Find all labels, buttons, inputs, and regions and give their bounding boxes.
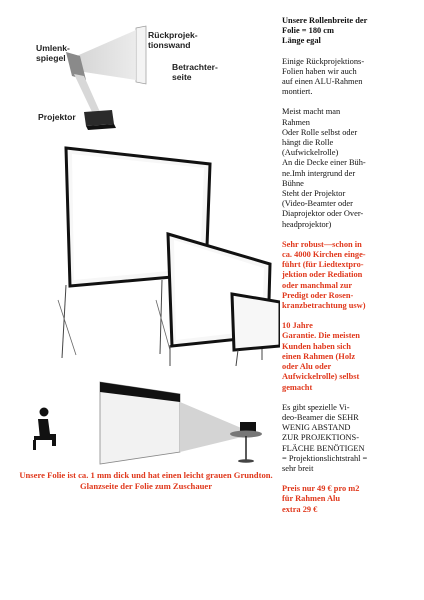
paragraph-robust: Sehr robust—schon in ca. 4000 Kirchen einge- führt (für Liedtextpro- jektion oder Rediation oder manchmal zur Predigt oder Rosen- kranzbetrachtung usw)	[282, 239, 366, 311]
label-projektor: Projektor	[38, 112, 76, 122]
viewer-icon	[33, 408, 56, 451]
paragraph-preis: Preis nur 49 € pro m2 für Rahmen Alu extra 29 €	[282, 484, 360, 514]
projector-body	[84, 110, 114, 126]
framed-screens-image	[0, 140, 280, 370]
label-umlenkspiegel: Umlenk- spiegel	[36, 43, 70, 63]
rear-screen	[136, 26, 146, 84]
info-column	[282, 16, 418, 525]
paragraph-rahmen-rolle: Meist macht man Rahmen Oder Rolle selbst oder hängt die Rolle (Aufwickelrolle) An die Decke einer Büh- ne.Imh intergrund der Bühne Steht der Projektor (Video-Beamter oder Diaprojektor oder Over- headprojektor)	[282, 107, 366, 229]
projection-beam	[180, 402, 246, 452]
front-projection-diagram	[0, 372, 280, 468]
label-betrachterseite: Betrachter- seite	[172, 62, 218, 82]
label-rueckprojektionswand: Rückprojek- tionswand	[148, 30, 198, 50]
paragraph-alu-rahmen: Einige Rückprojektions- Folien haben wir auch auf einen ALU-Rahmen montiert.	[282, 56, 365, 97]
screen-small	[232, 294, 280, 350]
heading-rollenbreite: Unsere Rollenbreite der Folie = 180 cm Länge egal	[282, 16, 368, 46]
caption-folie: Unsere Folie ist ca. 1 mm dick und hat einen leicht grauen Grundton. Glanzseite der Folie zum Zuschauer	[19, 470, 273, 491]
table-projector	[240, 422, 256, 432]
paragraph-video-beamer: Es gibt spezielle Vi- deo-Beamer die SEHR WENIG ABSTAND ZUR PROJEKTIONS- FLÄCHE BENÖTIGEN = Projektionslichtstrahl = sehr breit	[282, 402, 368, 473]
paragraph-garantie: 10 Jahre Garantie. Die meisten Kunden haben sich einen Rahmen (Holz oder Alu oder Aufwickelrolle) selbst gemacht	[282, 321, 360, 392]
light-beam-lower	[74, 74, 100, 112]
